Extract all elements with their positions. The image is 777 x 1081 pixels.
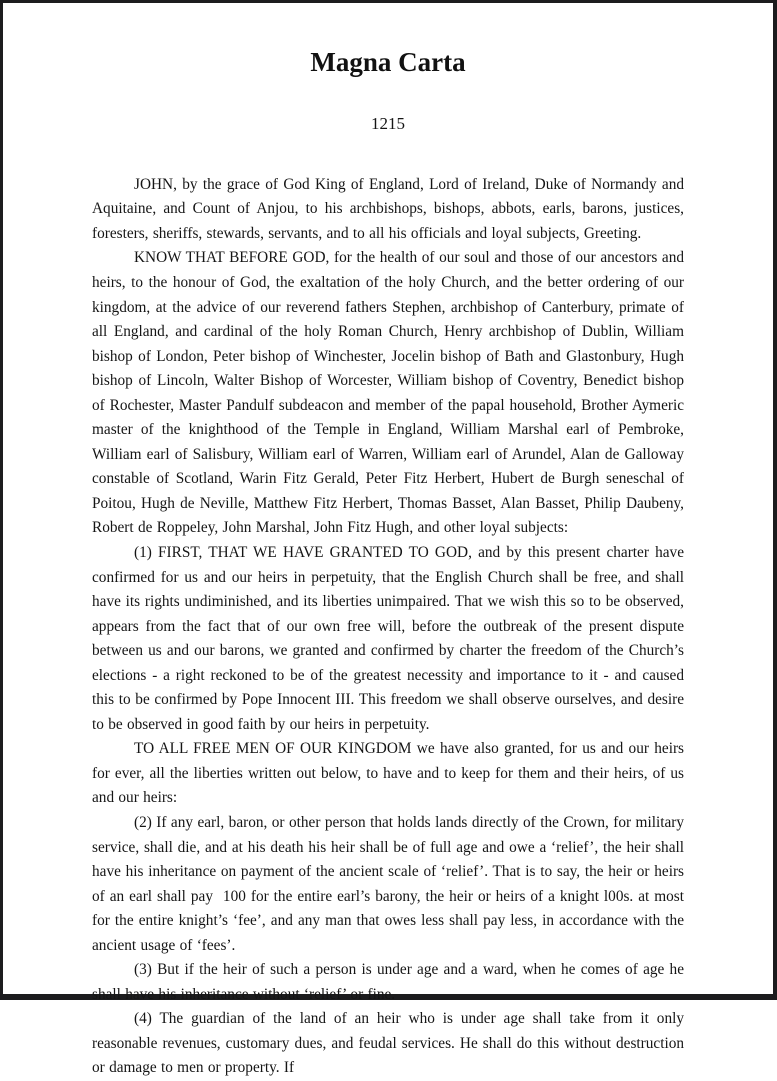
paragraph-clause-4: (4) The guardian of the land of an heir who is under age shall take from it only reasonable revenues, customary dues, and feudal services. He shall do this without destruction or damage to men or property. If <box>92 1010 684 1077</box>
paragraph-grant-to-free-men: TO ALL FREE MEN OF OUR KINGDOM we have also granted, for us and our heirs for ever, all the liberties written out below, to have and to keep for them and their heirs, of us and our heirs: <box>92 740 684 807</box>
paragraph-clause-3: (3) But if the heir of such a person is under age and a ward, when he comes of age he shall have his inheritance without ‘relief’ or fine. <box>92 961 684 1003</box>
paragraph-clause-2: (2) If any earl, baron, or other person that holds lands directly of the Crown, for military service, shall die, and at his death his heir shall be of full age and owe a ‘relief’, the heir shall have his inheritance on payment of the ancient scale of ‘relief’. That is to say, the heir or heirs of an earl shall pay 100 for the entire earl’s barony, the heir or heirs of a knight l00s. at most for the entire knight’s ‘fee’, and any man that owes less shall pay less, in accordance with the ancient usage of ‘fees’. <box>92 814 684 954</box>
page-title: Magna Carta <box>310 47 466 77</box>
paragraph-witnesses: KNOW THAT BEFORE GOD, for the health of our soul and those of our ancestors and heirs, to the honour of God, the exaltation of the holy Church, and the better ordering of our kingdom, at the advice of our reverend fathers Stephen, archbishop of Canterbury, primate of all England, and cardinal of the holy Roman Church, Henry archbishop of Dublin, William bishop of London, Peter bishop of Winchester, Jocelin bishop of Bath and Glastonbury, Hugh bishop of Lincoln, Walter Bishop of Worcester, William bishop of Coventry, Benedict bishop of Rochester, Master Pandulf subdeacon and member of the papal household, Brother Aymeric master of the knighthood of the Temple in England, William Marshal earl of Pembroke, William earl of Salisbury, William earl of Warren, William earl of Arundel, Alan de Galloway constable of Scotland, Warin Fitz Gerald, Peter Fitz Herbert, Hubert de Burgh seneschal of Poitou, Hugh de Neville, Matthew Fitz Herbert, Thomas Basset, Alan Basset, Philip Daubeny, Robert de Roppeley, John Marshal, John Fitz Hugh, and other loyal subjects: <box>92 249 684 537</box>
document-body <box>92 173 684 1081</box>
document-year: 1215 <box>371 114 405 134</box>
paragraph-clause-1: (1) FIRST, THAT WE HAVE GRANTED TO GOD, and by this present charter have confirmed for us and our heirs in perpetuity, that the English Church shall be free, and shall have its rights undiminished, and its liberties unimpaired. That we wish this so to be observed, appears from the fact that of our own free will, before the outbreak of the present dispute between us and our barons, we granted and confirmed by charter the freedom of the Church’s elections - a right reckoned to be of the greatest necessity and importance to it - and caused this to be confirmed by Pope Innocent III. This freedom we shall observe ourselves, and desire to be observed in good faith by our heirs in perpetuity. <box>92 543 684 733</box>
paragraph-preamble: JOHN, by the grace of God King of England, Lord of Ireland, Duke of Normandy and Aquitaine, and Count of Anjou, to his archbishops, bishops, abbots, earls, barons, justices, foresters, sheriffs, stewards, servants, and to all his officials and loyal subjects, Greeting. <box>92 175 684 242</box>
